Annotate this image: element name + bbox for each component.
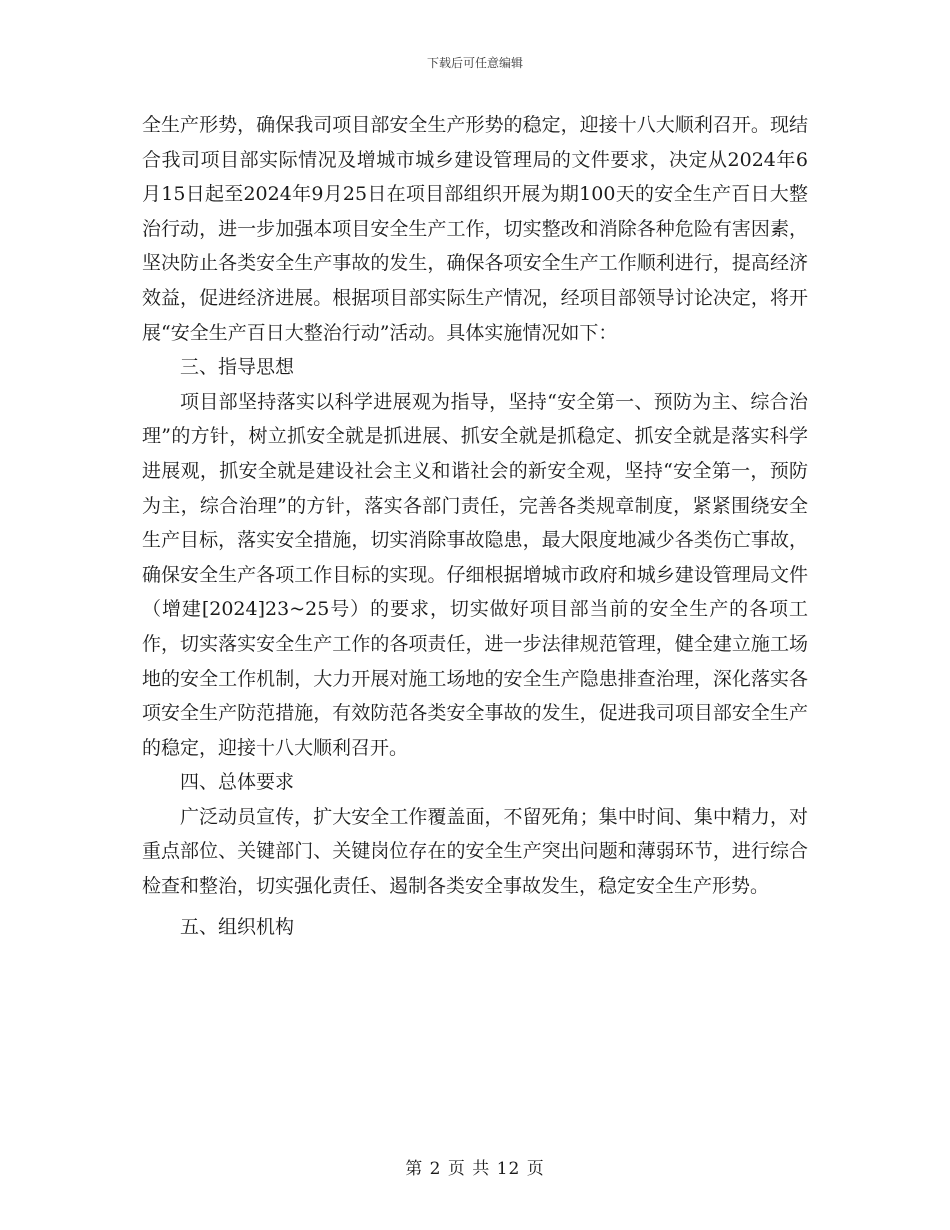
page-header-note: 下载后可任意编辑 bbox=[426, 56, 523, 70]
paragraph-general-requirements: 广泛动员宣传，扩大安全工作覆盖面，不留死角；集中时间、集中精力，对重点部位、关键部门、关键岗位存在的安全生产突出问题和薄弱环节，进行综合检查和整治，切实强化责任、遏制各类安全事故发生，稳定安全生产形势。 bbox=[142, 805, 808, 898]
document-body bbox=[142, 108, 808, 944]
paragraph-intro-continued: 全生产形势，确保我司项目部安全生产形势的稳定，迎接十八大顺利召开。现结合我司项目部实际情况及增城市城乡建设管理局的文件要求，决定从2024年6月15日起至2024年9月25日在项目部组织开展为期100天的安全生产百日大整治行动，进一步加强本项目安全生产工作，切实整改和消除各种危险有害因素，坚决防止各类安全生产事故的发生，确保各项安全生产工作顺利进行，提高经济效益，促进经济进展。根据项目部实际生产情况，经项目部领导讨论决定，将开展“安全生产百日大整治行动”活动。具体实施情况如下： bbox=[142, 114, 808, 344]
section-heading-guiding-ideology: 三、指导思想 bbox=[180, 356, 295, 379]
section-heading-general-requirements: 四、总体要求 bbox=[180, 771, 295, 794]
paragraph-guiding-ideology: 项目部坚持落实以科学进展观为指导，坚持“安全第一、预防为主、综合治理”的方针，树立抓安全就是抓进展、抓安全就是抓稳定、抓安全就是落实科学进展观，抓安全就是建设社会主义和谐社会的新安全观，坚持“安全第一，预防为主，综合治理”的方针，落实各部门责任，完善各类规章制度，紧紧围绕安全生产目标，落实安全措施，切实消除事故隐患，最大限度地减少各类伤亡事故，确保安全生产各项工作目标的实现。仔细根据增城市政府和城乡建设管理局文件（增建[2024]23~25号）的要求，切实做好项目部当前的安全生产的各项工作，切实落实安全生产工作的各项责任，进一步法律规范管理，健全建立施工场地的安全工作机制，大力开展对施工场地的安全生产隐患排查治理，深化落实各项安全生产防范措施，有效防范各类安全事故的发生，促进我司项目部安全生产的稳定，迎接十八大顺利召开。 bbox=[142, 390, 808, 759]
page-number-footer: 第 2 页 共 12 页 bbox=[405, 1159, 545, 1179]
section-heading-organization: 五、组织机构 bbox=[180, 915, 295, 938]
